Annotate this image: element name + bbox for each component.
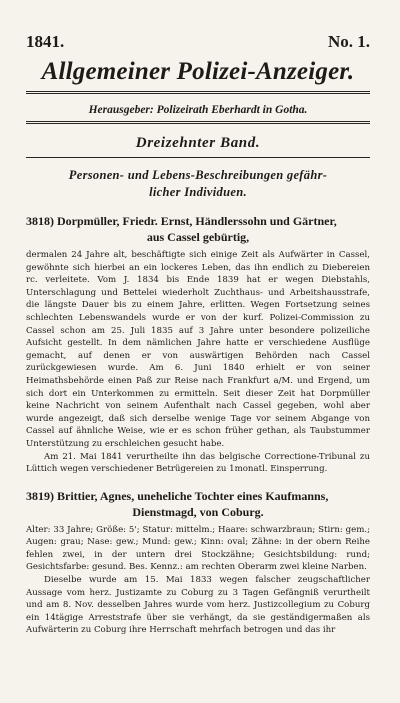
- volume-title: Dreizehnter Band.: [135, 135, 261, 151]
- issue-year: 1841.: [26, 32, 65, 51]
- entry-body: [26, 524, 370, 637]
- entry-heading-main: 3819) Brittier, Agnes, uneheliche Tochter eines Kaufmanns,: [26, 488, 329, 503]
- entry-heading-sub: Dienstmagd, von Coburg.: [132, 504, 264, 519]
- entry-paragraph: Dieselbe wurde am 15. Mai 1833 wegen falscher zeugschaftlicher Aussage vom herz. Justizamte zu Coburg zu 3 Tagen Gefängniß verurtheilt und am 8. Nov. desselben Jahres wurde vom herz. Justizcollegium zu Coburg ein 14tägige Arreststrafe über sie verhängt, da sie geständigermaßen als Aufwärterin zu Coburg ihre Herrschaft mehrfach betrogen und das ihr: [26, 575, 370, 636]
- section-heading: [26, 167, 370, 201]
- entry-heading-main: 3818) Dorpmüller, Friedr. Ernst, Händlerssohn und Gärtner,: [26, 214, 337, 228]
- editor-line: Herausgeber: Polizeirath Eberhardt in Gotha.: [88, 104, 308, 116]
- editor-divider: [26, 121, 370, 124]
- entry-paragraph: Alter: 33 Jahre; Größe: 5'; Statur: mittelm.; Haare: schwarzbraun; Stirn: gem.; Augen: grau; Nase: gew.; Mund: gew.; Kinn: oval; Zähne: in der obern Reihe fehlen zwei, in der untern drei Stockzähne; Gesichtsbildung: rund; Gesichtsfarbe: gesund. Bes. Kennz.: am rechten Oberarm zwei kleine Narben.: [26, 524, 370, 573]
- masthead-divider: [26, 91, 370, 94]
- entry-heading: [26, 213, 370, 245]
- section-heading-line-2: licher Individuen.: [149, 185, 247, 199]
- section-heading-line-1: Personen- und Lebens-Beschreibungen gefähr-: [68, 168, 328, 182]
- entry-paragraph: Am 21. Mai 1841 verurtheilte ihn das belgische Correctione-Tribunal zu Lüttich wegen verschiedener Betrügereien zu 1monatl. Einsperrung.: [26, 451, 370, 475]
- newspaper-title: Allgemeiner Polizei-Anzeiger.: [41, 58, 355, 85]
- issue-number: No. 1.: [327, 32, 370, 51]
- volume-divider: [26, 157, 370, 158]
- entry-heading: [26, 488, 370, 520]
- entry-paragraph: dermalen 24 Jahre alt, beschäftigte sich einige Zeit als Aufwärter in Cassel, gewöhnte sich hierbei an ein lockeres Leben, das ihn endlich zu Diebereien rc. verleitete. Vom J. 1834 bis Ende 1839 hat er wegen Diebstahls, Unterschlagung und Bettelei wiederholt Zuchthaus- und Arbeitshausstrafe, die längste Dauer bis zu einem Jahre, erlitten. Wegen Fortsetzung seines schlechten Lebenswandels wurde er von der kurf. Polizei-Commission zu Cassel schon am 25. Juli 1835 auf 3 Jahre unter besondere polizeiliche Aufsicht gestellt. In dem nämlichen Jahre hatte er verschiedene Ausflüge gemacht, auf denen er von auswärtigen Behörden nach Cassel zurückgewiesen wurde. Am 6. Juni 1840 erhielt er von seiner Heimathsbehörde einen Paß zur Reise nach Frankfurt a/M. und Ergend, um sich dort ein Unterkommen zu ermitteln. Seit dieser Zeit hat Dorpmüller keine Nachricht von seinem Aufenthalt nach Cassel gegeben, wohl aber wurde angezeigt, daß sich derselbe wenige Tage vor seinem Abgange von Cassel auf ähnliche Weise, wie er es schon früher gethan, als Taubstummer Unterstützung zu erschleichen gesucht habe.: [26, 250, 370, 449]
- masthead-top-line: [26, 32, 370, 52]
- entry-body: [26, 249, 370, 476]
- entry-heading-sub: aus Cassel gebürtig,: [146, 230, 250, 244]
